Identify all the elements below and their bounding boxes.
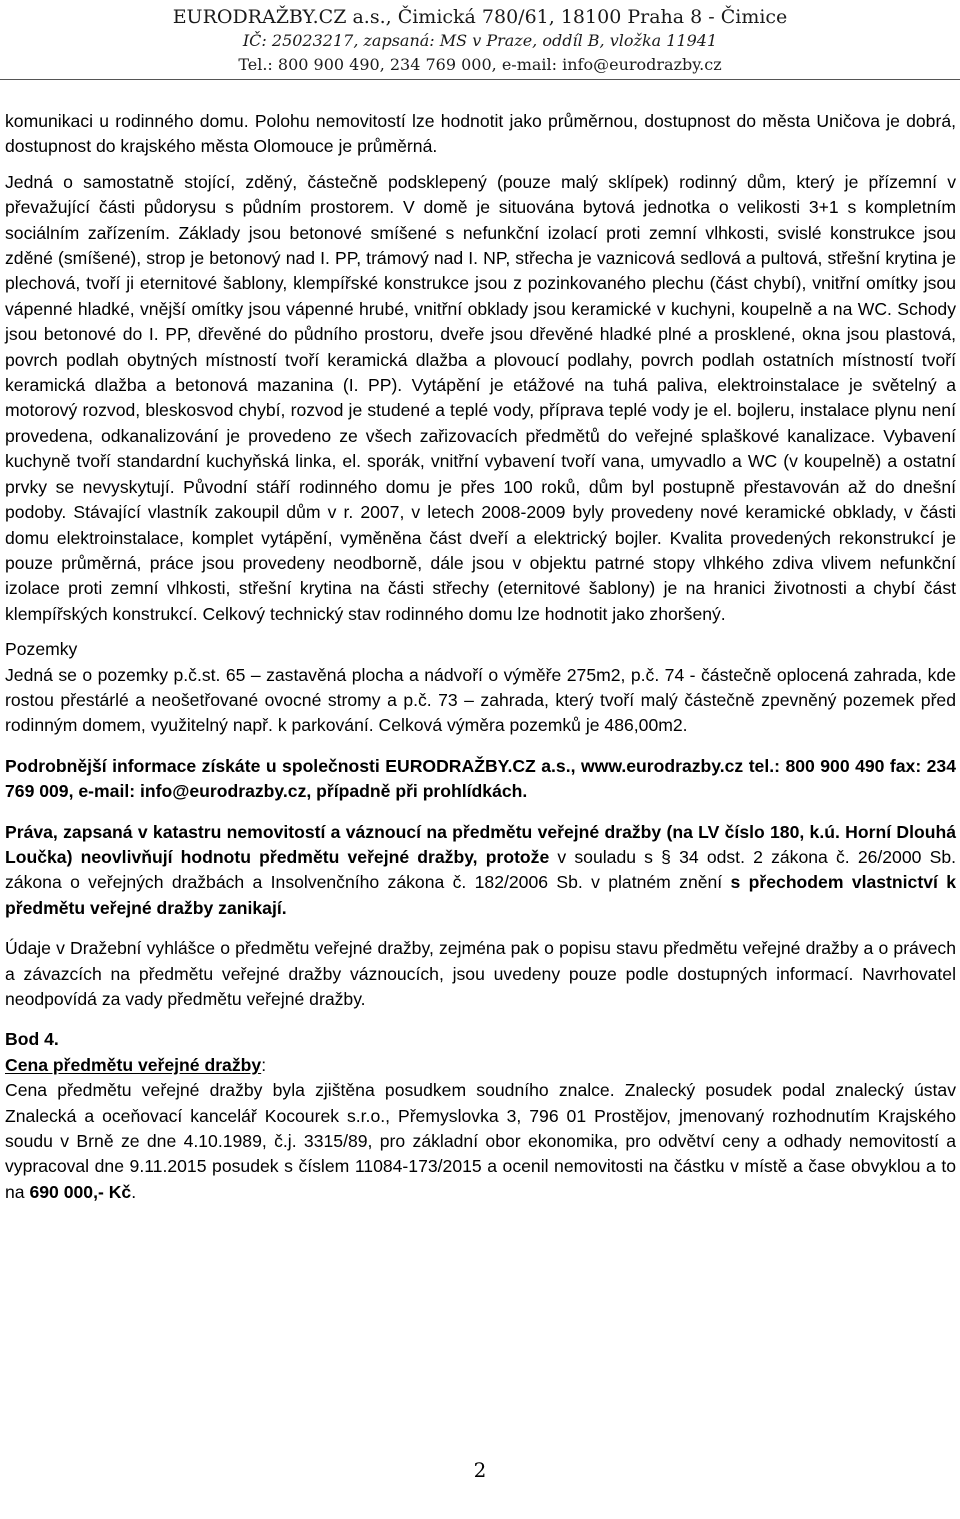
rights-normal: v souladu s § 34 odst. 2 zákona č. 26/2000 Sb. zákona o veřejných dražbách a Insolvenčního zákona č. 182/2006 Sb. v platném znění — [5, 846, 956, 893]
page-number: 2 — [473, 1458, 487, 1482]
price-end: . — [131, 1181, 137, 1202]
letterhead-contact: Tel.: 800 900 490, 234 769 000, e-mail: info@eurodrazby.cz — [238, 55, 722, 74]
paragraph-contact-info: Podrobnější informace získáte u společnosti EURODRAŽBY.CZ a.s., www.eurodrazby.cz tel.: 800 900 490 fax: 234 769 009, e-mail: info@eurodrazby.cz, případně při prohlídkách. — [5, 755, 956, 802]
section-title-bod-4: Bod 4. — [5, 1029, 59, 1050]
price-heading-colon: : — [261, 1054, 267, 1075]
paragraph-location: komunikaci u rodinného domu. Polohu nemovitostí lze hodnotit jako průměrnou, dostupnost do města Uničova je dobrá, dostupnost do krajského města Olomouce je průměrná. — [5, 111, 956, 157]
paragraph-price — [5, 1078, 956, 1205]
header-divider — [0, 79, 960, 80]
letterhead-company: EURODRAŽBY.CZ a.s., Čimická 780/61, 18100 Praha 8 - Čimice — [172, 6, 788, 28]
rights-bold-end: s přechodem vlastnictví k předmětu veřejné dražby zanikají. — [5, 872, 956, 918]
letterhead-registration: IČ: 25023217, zapsaná: MS v Praze, oddíl B, vložka 11941 — [242, 31, 718, 50]
price-text: Cena předmětu veřejné dražby byla zjištěna posudkem soudního znalce. Znalecký posudek podal znalecký ústav Znalecká a oceňovací kancelář Kocourek s.r.o., Přemyslovka 3, 796 01 Prostějov, jmenovaný rozhodnutím Krajského soudu v Brně ze dne 4.10.1989, č.j. 3315/89, pro základní obor ekonomika, pro odvětví ceny a odhady nemovitostí a vypracoval dne 9.11.2015 posudek s číslem 11084-173/2015 a ocenil nemovitosti na částku v místě a čase obvyklou a to na — [5, 1080, 956, 1202]
section-heading-pozemky: Pozemky — [5, 639, 78, 660]
price-value: 690 000,- Kč — [29, 1181, 132, 1202]
document-body — [5, 109, 956, 1205]
paragraph-pozemky: Jedná se o pozemky p.č.st. 65 – zastavěná plocha a nádvoří o výměře 275m2, p.č. 74 - částečně oplocená zahrada, kde rostou přestárlé a neošetřované ovocné stromy a p.č. 73 – zahrada, který tvoří malý částečně zpevněný pozemek před rodinným domem, využitelný např. k parkování. Celková výměra pozemků je 486,00m2. — [5, 664, 956, 736]
paragraph-building-description: Jedná o samostatně stojící, zděný, částečně podsklepený (pouze malý sklípek) rodinný dům, který je přízemní v převažující části půdorysu s půdním prostorem. V domě je situována bytová jednotka o velikosti 3+1 s kompletním sociálním zařízením. Základy jsou betonové smíšené s nefunkční izolací proti zemní vlhkosti, svislé konstrukce jsou zděné (smíšené), strop je betonový nad I. PP, trámový nad I. NP, střecha je vaznicová sedlová a pultová, střešní krytina je plechová, tvoří ji eternitové šablony, klempířské konstrukce jsou z pozinkovaného plechu (část chybí), vnitřní omítky jsou vápenné hladké, vnější omítky jsou vápenné hrubé, vnitřní obklady jsou keramické v kuchyni, koupelně a na WC. Schody jsou betonové do I. PP, dřevěné do půdního prostoru, dveře jsou dřevěné hladké plné a prosklené, okna jsou plastová, povrch podlah obytných místností tvoří keramická dlažba a plovoucí podlahy, povrch podlah ostatních místností tvoří keramická dlažba a betonová mazanina (I. PP). Vytápění je etážové na tuhá paliva, elektroinstalace je světelný a motorový rozvod, bleskosvod chybí, rozvod je studené a teplé vody, příprava teplé vody je el. bojleru, instalace plynu není provedena, odkanalizování je provedeno ze všech zařizovacích předmětů do veřejné splaškové kanalizace. Vybavení kuchyně tvoří standardní kuchyňská linka, el. sporák, vnitřní vybavení tvoří vana, umyvadlo a WC (v koupelně) a ostatní prvky se nevyskytují. Původní stáří rodinného domu je přes 100 roků, dům byl postupně přestavován až do dnešní podoby. Stávající vlastník zakoupil dům v r. 2007, v letech 2008-2009 byly provedeny nové keramické obklady, v části domu elektroinstalace, komplet vytápění, vyměněna část dveří a elektrický bojler. Kvalita provedených rekonstrukcí je pouze průměrná, práce jsou provedeny neodborně, dále jsou v objektu patrné stopy vlhkého zdiva vlivem nefunkční izolace proti zemní vlhkosti, střešní krytina na části střechy (eternitové šablony) je na hranici životnosti a chybí část klempířských konstrukcí. Celkový technický stav rodinného domu lze hodnotit jako zhoršený. — [5, 171, 956, 624]
price-heading: Cena předmětu veřejné dražby — [5, 1054, 262, 1075]
paragraph-disclaimer: Údaje v Dražební vyhlášce o předmětu veřejné dražby, zejména pak o popisu stavu předmětu veřejné dražby a o právech a závazcích na předmětu veřejné dražby váznoucích, jsou uvedeny pouze podle dostupných informací. Navrhovatel neodpovídá za vady předmětu veřejné dražby. — [5, 938, 956, 1009]
price-heading-line — [5, 1053, 956, 1078]
rights-bold-start: Práva, zapsaná v katastru nemovitostí a váznoucí na předmětu veřejné dražby (na LV číslo 180, k.ú. Horní Dlouhá Loučka) neovlivňují hodnotu předmětu veřejné dražby, protože — [5, 821, 956, 867]
paragraph-rights — [5, 820, 956, 922]
